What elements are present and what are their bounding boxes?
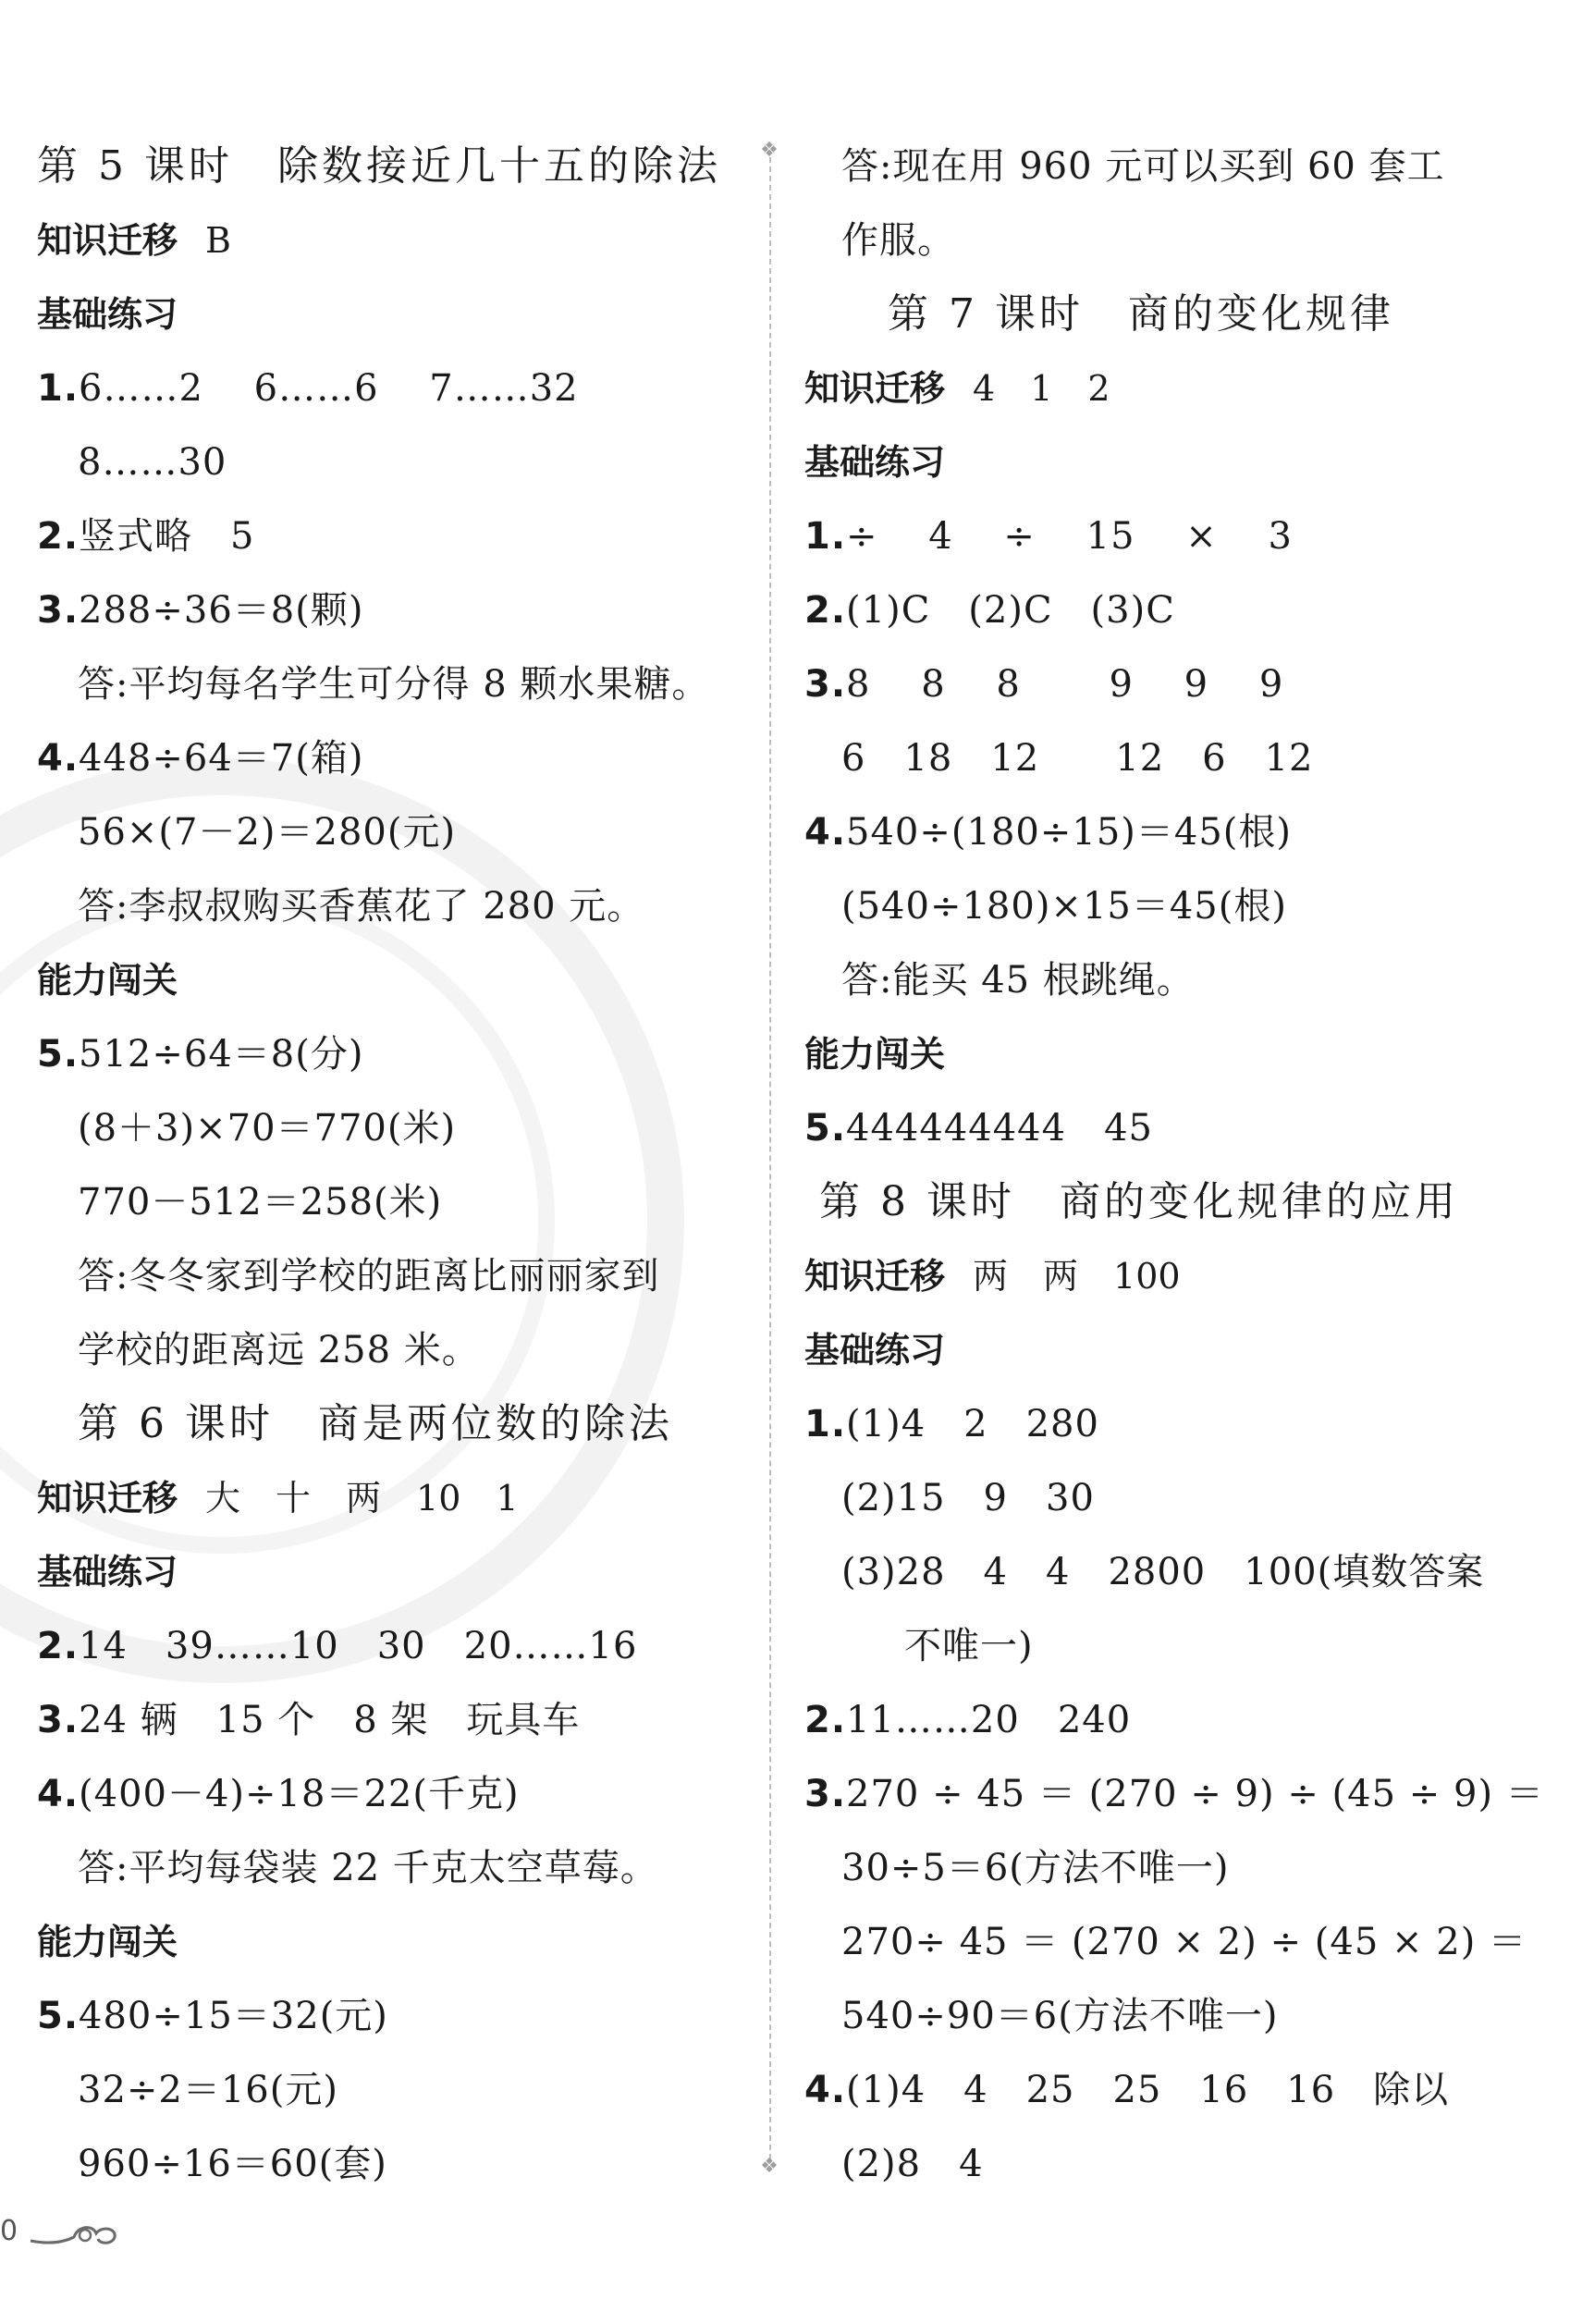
answer-line <box>37 1757 758 1831</box>
question-number: 1. <box>804 515 847 558</box>
answer-line <box>804 1387 1535 1461</box>
answer-text: 270 ÷ 45 ＝ (270 ÷ 9) ÷ (45 ÷ 9) ＝ <box>846 1773 1544 1815</box>
answer-line <box>804 1683 1535 1757</box>
answer-line: 8……30 <box>78 441 227 484</box>
section-value: 两 两 100 <box>973 1256 1181 1297</box>
answer-line <box>804 499 1535 573</box>
question-number: 5. <box>37 1995 80 2037</box>
answer-text: (400－4)÷18＝22(千克) <box>79 1773 520 1815</box>
knowledge-transfer <box>37 203 758 277</box>
answer-line: (540÷180)×15＝45(根) <box>841 885 1287 928</box>
answer-text: 448÷64＝7(箱) <box>79 737 364 780</box>
answer-line: 32÷2＝16(元) <box>78 2069 338 2111</box>
answer-line <box>37 721 758 795</box>
question-number: 4. <box>37 1773 80 1815</box>
answer-line <box>804 1757 1544 1831</box>
ability-challenge-heading: 能力闯关 <box>37 1922 178 1962</box>
answer-line <box>37 1017 758 1091</box>
answer-text: 444444444 45 <box>846 1107 1153 1150</box>
answer-text: 480÷15＝32(元) <box>79 1995 388 2037</box>
basic-practice-heading: 基础练习 <box>37 294 178 335</box>
answer-text: 8 8 8 9 9 9 <box>846 663 1284 706</box>
left-column <box>37 129 758 2201</box>
answer-text: 14 39……10 30 20……16 <box>79 1625 638 1667</box>
answer-text: 11……20 240 <box>846 1699 1132 1741</box>
answer-line: 答:平均每袋装 22 千克太空草莓。 <box>78 1847 658 1889</box>
question-number: 1. <box>37 367 80 410</box>
section-label: 知识迁移 <box>804 368 946 409</box>
knowledge-transfer <box>804 351 1535 425</box>
question-number: 3. <box>804 1773 847 1815</box>
question-number: 3. <box>804 663 847 706</box>
answer-text: 512÷64＝8(分) <box>79 1033 364 1076</box>
answer-line: 270÷ 45 ＝ (270 × 2) ÷ (45 × 2) ＝ <box>841 1921 1527 1963</box>
section-value: B <box>205 220 231 261</box>
answer-text: 540÷(180÷15)＝45(根) <box>846 811 1292 854</box>
lesson-5-title: 第 5 课时 除数接近几十五的除法 <box>37 142 721 190</box>
question-number: 5. <box>37 1033 80 1076</box>
divider-ornament-top-icon: ❖ <box>760 139 779 162</box>
answer-line <box>37 1683 758 1757</box>
lesson-7-title: 第 7 课时 商的变化规律 <box>888 290 1394 338</box>
answer-line: 答:李叔叔购买香蕉花了 280 元。 <box>78 885 645 928</box>
knowledge-transfer <box>37 1461 758 1535</box>
question-number: 4. <box>804 2069 847 2111</box>
section-label: 知识迁移 <box>37 1478 178 1519</box>
answer-line: 答:现在用 960 元可以买到 60 套工 <box>841 145 1445 188</box>
answer-line <box>37 499 758 573</box>
section-value: 4 1 2 <box>973 368 1110 409</box>
answer-line <box>37 351 758 425</box>
answer-line: 770－512＝258(米) <box>78 1181 443 1223</box>
basic-practice-heading: 基础练习 <box>804 442 946 483</box>
section-value: 大 十 两 10 1 <box>205 1478 519 1519</box>
cloud-ornament-icon <box>26 2206 128 2252</box>
answer-text: 竖式略 5 <box>79 515 255 558</box>
question-number: 2. <box>37 515 80 558</box>
answer-line <box>804 795 1535 869</box>
question-number: 4. <box>804 811 847 854</box>
right-column <box>804 129 1544 2201</box>
answer-line: 不唯一) <box>904 1625 1034 1667</box>
divider-ornament-bottom-icon: ❖ <box>760 2155 779 2178</box>
answer-line <box>804 2053 1535 2127</box>
answer-text: ÷ 4 ÷ 15 × 3 <box>846 515 1293 558</box>
question-number: 2. <box>804 589 847 632</box>
question-number: 3. <box>37 1699 80 1741</box>
answer-text: (1)4 2 280 <box>846 1403 1099 1445</box>
answer-line: 答:能买 45 根跳绳。 <box>841 959 1195 1002</box>
answer-text: (1)C (2)C (3)C <box>846 589 1175 632</box>
answer-line: 30÷5＝6(方法不唯一) <box>841 1847 1230 1889</box>
answer-line: 答:冬冬家到学校的距离比丽丽家到 <box>78 1255 660 1297</box>
question-number: 3. <box>37 589 80 632</box>
basic-practice-heading: 基础练习 <box>37 1552 178 1592</box>
ability-challenge-heading: 能力闯关 <box>37 960 178 1001</box>
answer-line <box>804 573 1535 647</box>
question-number: 4. <box>37 737 80 780</box>
answer-line: (2)15 9 30 <box>841 1477 1095 1519</box>
answer-line <box>37 1609 758 1683</box>
answer-text: 288÷36＝8(颗) <box>79 589 364 632</box>
answer-line: 960÷16＝60(套) <box>78 2143 387 2185</box>
answer-line: 学校的距离远 258 米。 <box>78 1329 480 1371</box>
page-number: 0 <box>0 2215 18 2247</box>
question-number: 2. <box>37 1625 80 1667</box>
answer-line: 56×(7－2)＝280(元) <box>78 811 457 854</box>
answer-line: (8＋3)×70＝770(米) <box>78 1107 457 1150</box>
answer-line <box>804 1091 1535 1165</box>
lesson-6-title: 第 6 课时 商是两位数的除法 <box>78 1400 673 1447</box>
answer-line <box>37 1979 758 2053</box>
knowledge-transfer <box>804 1239 1535 1313</box>
answer-text: (1)4 4 25 25 16 16 除以 <box>846 2069 1450 2111</box>
section-label: 知识迁移 <box>37 220 178 261</box>
answer-line: 6 18 12 12 6 12 <box>841 737 1314 780</box>
lesson-8-title: 第 8 课时 商的变化规律的应用 <box>819 1178 1459 1225</box>
answer-line: (3)28 4 4 2800 100(填数答案 <box>841 1551 1485 1593</box>
answer-line <box>37 573 758 647</box>
question-number: 2. <box>804 1699 847 1741</box>
section-label: 知识迁移 <box>804 1256 946 1297</box>
ability-challenge-heading: 能力闯关 <box>804 1034 946 1075</box>
answer-line: 答:平均每名学生可分得 8 颗水果糖。 <box>78 663 710 706</box>
answer-line <box>804 647 1535 721</box>
answer-text: 24 辆 15 个 8 架 玩具车 <box>79 1699 581 1741</box>
column-divider <box>769 157 771 2159</box>
question-number: 1. <box>804 1403 847 1445</box>
question-number: 5. <box>804 1107 847 1150</box>
answer-line: 作服。 <box>841 219 955 262</box>
answer-line: (2)8 4 <box>841 2143 984 2185</box>
answer-text: 6……2 6……6 7……32 <box>79 367 579 410</box>
answer-line: 540÷90＝6(方法不唯一) <box>841 1995 1279 2037</box>
basic-practice-heading: 基础练习 <box>804 1330 946 1371</box>
